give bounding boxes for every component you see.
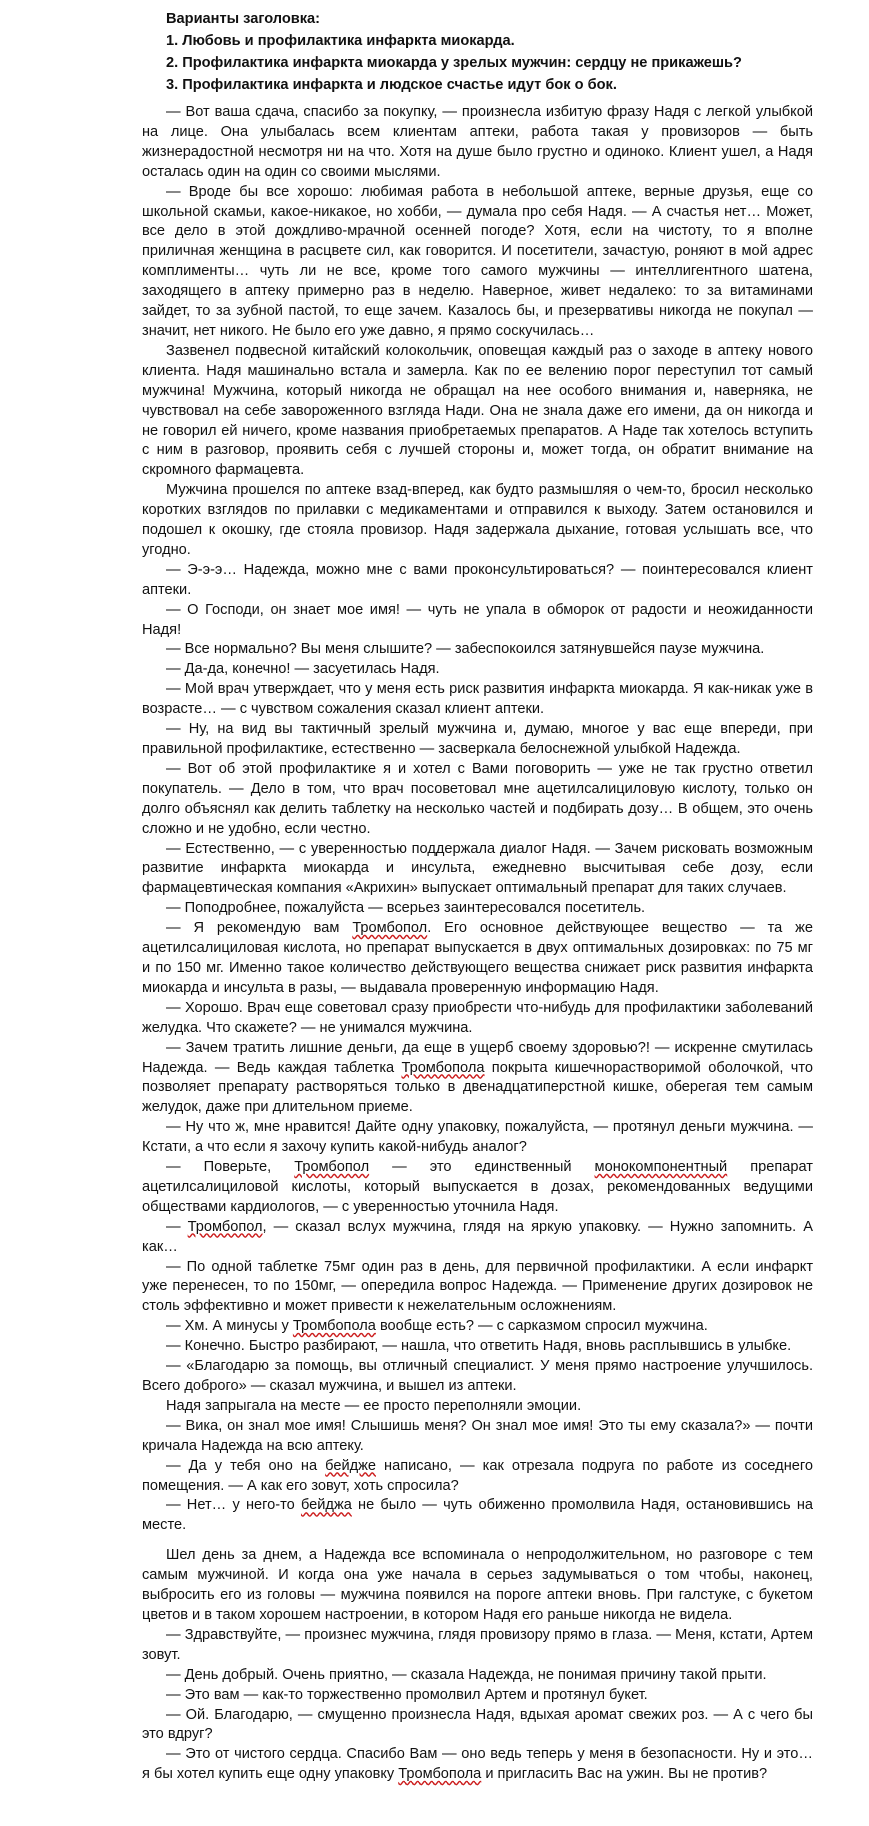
paragraph-text: — Я рекомендую вам	[166, 920, 353, 937]
story-body	[142, 103, 813, 1785]
title-variant-3: 3. Профилактика инфаркта и людское счастье идут бок о бок.	[166, 77, 617, 93]
story-paragraph	[142, 481, 813, 561]
paragraph-text: — День добрый. Очень приятно, — сказала Надежда, не понимая причину такой прыти.	[166, 1666, 767, 1683]
paragraph-text: — Вот об этой профилактике я и хотел с Вами поговорить — уже не так грустно ответил покупатель. — Дело в том, что врач посоветовал мне ацетилсалициловую кислоту, только он долго объяснял как делить таблетку на несколько частей и подбирать дозу… В общем, это очень сложно и не удобно, если честно.	[142, 760, 813, 837]
paragraph-text: — Естественно, — с уверенностью поддержала диалог Надя. — Зачем рисковать возможным развитие инфаркта миокарда и инсульта, ежедневно высчитывая себе дозу, если фармацевтическая компания «Акрихин» выпускает оптимальный препарат для таких случаев.	[142, 840, 813, 897]
story-paragraph	[142, 183, 813, 342]
paragraph-text: — Ну что ж, мне нравится! Дайте одну упаковку, пожалуйста, — протянул деньги мужчина. — Кстати, а что если я захочу купить какой-нибудь аналог?	[142, 1119, 813, 1156]
paragraph-text: — Конечно. Быстро разбирают, — нашла, что ответить Надя, вновь расплывшись в улыбке.	[166, 1338, 792, 1355]
paragraph-text: написано, — как отрезала подруга по работе из соседнего помещения. — А как его зовут, хоть спросила?	[142, 1457, 813, 1494]
paragraph-text: Зазвенел подвесной китайский колокольчик, оповещая каждый раз о заходе в аптеку нового клиента. Надя машинально встала и замерла. Как по ее велению порог переступил тот самый мужчина! Мужчина, который никогда не обращал на нее особого внимания и, наверняка, не чувствовал на себе завороженного взгляда Нади. Она не знала даже его имени, да он никогда и не говорил ей ничего, кроме названия приобретаемых препаратов. А Наде так хотелось вступить с ним в разговор, проявить себя с лучшей стороны и, может тогда, он обратит внимание на скромного фармацевта.	[142, 342, 813, 479]
story-paragraph	[142, 1626, 813, 1666]
story-paragraph	[142, 1496, 813, 1536]
paragraph-text: покрыта кишечнорастворимой оболочкой, что позволяет препарату растворяться только в двенадцатиперстной кишке, оберегая тем самым желудок, даже при длительном приеме.	[142, 1059, 813, 1116]
story-paragraph	[142, 1686, 813, 1706]
paragraph-text: — Зачем тратить лишние деньги, да еще в ущерб своему здоровью?! — искренне смутилась Надежда. — Ведь каждая таблетка	[142, 1039, 813, 1076]
paragraph-text: — Мой врач утверждает, что у меня есть риск развития инфаркта миокарда. Я как-никак уже в возрасте… — с чувством сожаления сказал клиент аптеки.	[142, 681, 813, 718]
paragraph-text: Мужчина прошелся по аптеке взад-вперед, как будто размышляя о чем-то, бросил несколько коротких взглядов по прилавки с медикаментами и отправился к выходу. Затем остановился и подошел к окошку, где стояла провизор. Надя задержала дыхание, готовая услышать все, что угодно.	[142, 482, 813, 558]
story-paragraph	[142, 1546, 813, 1626]
paragraph-text: Надя запрыгала на месте — ее просто переполняли эмоции.	[166, 1397, 582, 1414]
paragraph-text: — По одной таблетке 75мг один раз в день, для первичной профилактики. А если инфаркт уже перенесен, то по 150мг, — опередила вопрос Надежда. — Применение других дозировок не столь эффективно и может привести к нежелательным осложнениям.	[142, 1258, 813, 1315]
story-paragraph	[142, 1745, 813, 1785]
paragraph-text: — Это вам — как-то торжественно промолвил Артем и протянул букет.	[166, 1686, 648, 1703]
story-paragraph	[142, 840, 813, 900]
paragraph-text: — Здравствуйте, — произнес мужчина, глядя провизору прямо в глаза. — Меня, кстати, Артем зовут.	[142, 1626, 813, 1663]
story-paragraph	[142, 1118, 813, 1158]
paragraph-text: — Ну, на вид вы тактичный зрелый мужчина и, думаю, многое у вас еще впереди, при правильной профилактике, естественно — засверкала белоснежной улыбкой Надежда.	[142, 721, 813, 757]
story-paragraph	[142, 899, 813, 919]
story-paragraph	[142, 561, 813, 601]
spellcheck-flagged-word: монокомпонентный	[594, 1159, 728, 1176]
paragraph-text: — Э-э-э… Надежда, можно мне с вами проконсультироваться? — поинтересовался клиент аптеки.	[142, 561, 813, 598]
paragraph-text: — Вика, он знал мое имя! Слышишь меня? Он знал мое имя! Это ты ему сказала?» — почти кричала Надежда на всю аптеку.	[142, 1417, 813, 1454]
paragraph-text: . Его основное действующее вещество — та же ацетилсалициловая кислота, но препарат выпускается в двух оптимальных дозировках: по 75 мг и по 150 мг. Именно такое количество действующего вещества снижает риск развития инфаркта миокарда и инсульта в разы, — выдавала проверенную информацию Надя.	[142, 920, 813, 996]
paragraph-text: — Да у тебя оно на	[166, 1457, 326, 1474]
paragraph-text: — Поподробнее, пожалуйста — всерьез заинтересовался посетитель.	[166, 900, 646, 917]
story-paragraph	[142, 640, 813, 660]
spellcheck-flagged-word: Тромбопол	[294, 1159, 370, 1176]
paragraph-text: — Ой. Благодарю, — смущенно произнесла Надя, вдыхая аромат свежих роз. — А с чего бы это вдруг?	[142, 1706, 813, 1743]
paragraph-text: Шел день за днем, а Надежда все вспоминала о непродолжительном, но разговоре с тем самым мужчиной. И когда она уже начала в серьез задумываться о том чтобы, наконец, выбросить его из головы — мужчина появился на пороге аптеки вновь. При галстуке, с букетом цветов и в таком хорошем настроении, в котором Надя его раньше никогда не видела.	[142, 1547, 813, 1623]
paragraph-text: — Все нормально? Вы меня слышите? — забеспокоился затянувшейся паузе мужчина.	[166, 641, 765, 658]
story-paragraph	[142, 999, 813, 1039]
paragraph-text: — Хм. А минусы у	[166, 1318, 293, 1335]
story-paragraph	[142, 1218, 813, 1258]
paragraph-text: — Это от чистого сердца. Спасибо Вам — оно ведь теперь у меня в безопасности. Ну и это… я бы хотел купить еще одну упаковку	[142, 1746, 813, 1783]
story-paragraph	[142, 1337, 813, 1357]
story-paragraph	[142, 103, 813, 183]
paragraph-text: —	[166, 1218, 188, 1235]
story-paragraph	[142, 919, 813, 999]
paragraph-text: — Хорошо. Врач еще советовал сразу приобрести что-нибудь для профилактики заболеваний желудка. Что скажете? — не унимался мужчина.	[142, 999, 813, 1036]
story-paragraph	[142, 1417, 813, 1457]
paragraph-text: — Поверьте,	[166, 1159, 295, 1176]
title-variants-heading: Варианты заголовка:	[166, 11, 320, 27]
story-paragraph	[142, 760, 813, 840]
paragraph-text: и пригласить Вас на ужин. Вы не против?	[481, 1766, 768, 1783]
story-paragraph	[142, 601, 813, 641]
paragraph-text: — Вот ваша сдача, спасибо за покупку, — произнесла избитую фразу Надя с легкой улыбкой на лице. Она улыбалась всем клиентам аптеки, работа такая у провизоров — быть жизнерадостной несмотря ни на что. Хотя на душе было грустно и одиноко. Клиент ушел, а Надя осталась один на один со своими мыслями.	[142, 104, 813, 180]
story-paragraph	[142, 1258, 813, 1318]
story-paragraph	[142, 1158, 813, 1218]
paragraph-text: не было — чуть обиженно промолвила Надя, остановившись на месте.	[142, 1497, 813, 1534]
spellcheck-flagged-word: бейджа	[300, 1497, 352, 1514]
story-paragraph	[142, 1317, 813, 1337]
paragraph-text: — О Господи, он знает мое имя! — чуть не упала в обморок от радости и неожиданности Надя!	[142, 601, 813, 638]
title-variants	[166, 8, 826, 96]
paragraph-text: препарат ацетилсалициловой кислоты, который выпускается в дозах, рекомендованных ведущими обществами кардиологов, — с уверенностью уточнила Надя.	[142, 1159, 813, 1215]
story-paragraph	[142, 1357, 813, 1397]
title-variant-2: 2. Профилактика инфаркта миокарда у зрелых мужчин: сердцу не прикажешь?	[166, 55, 742, 71]
story-paragraph	[142, 1666, 813, 1686]
paragraph-text: — это единственный	[369, 1159, 595, 1176]
spellcheck-flagged-word: Тромбопол	[352, 920, 428, 937]
paragraph-text: — Нет… у него-то	[166, 1497, 301, 1514]
story-paragraph	[142, 680, 813, 720]
spellcheck-flagged-word: бейдже	[325, 1457, 376, 1474]
story-paragraph	[142, 720, 813, 760]
spellcheck-flagged-word: Тромбопол	[187, 1218, 263, 1235]
story-paragraph	[142, 1706, 813, 1746]
spellcheck-flagged-word: Тромбопола	[292, 1318, 376, 1335]
story-paragraph	[142, 1397, 813, 1417]
story-paragraph	[142, 660, 813, 680]
paragraph-text: — Да-да, конечно! — засуетилась Надя.	[166, 661, 440, 678]
title-variant-1: 1. Любовь и профилактика инфаркта миокарда.	[166, 33, 515, 49]
story-paragraph	[142, 1457, 813, 1497]
paragraph-text: , — сказал вслух мужчина, глядя на яркую упаковку. — Нужно запомнить. А как…	[142, 1218, 813, 1255]
spellcheck-flagged-word: Тромбопола	[401, 1059, 485, 1076]
story-paragraph	[142, 1039, 813, 1119]
story-paragraph	[142, 342, 813, 481]
paragraph-text: — Вроде бы все хорошо: любимая работа в небольшой аптеке, верные друзья, еще со школьной скамьи, какое-никакое, но хобби, — думала про себя Надя. — А счастья нет… Может, все дело в этой дождливо-мрачной осенней погоде? Хотя, если на чистоту, то я вполне приличная женщина в расцвете сил, как говорится. И посетители, зачастую, роняют в мой адрес комплименты… чуть ли не все, кроме того самого мужчины — интеллигентного шатена, заходящего в аптеку примерно раз в неделю. Наверное, живет недалеко: то за витаминами зайдет, то за зубной пастой, то еще зачем. Казалось бы, и презервативы никогда не покупал — значит, нет никого. Не было его уже давно, я прямо соскучилась…	[142, 183, 813, 339]
paragraph-text: вообще есть? — с сарказмом спросил мужчина.	[375, 1318, 708, 1335]
paragraph-text: — «Благодарю за помощь, вы отличный специалист. У меня прямо настроение улучшилось. Всего доброго» — сказал мужчина, и вышел из аптеки.	[142, 1358, 813, 1394]
spellcheck-flagged-word: Тромбопола	[398, 1766, 482, 1783]
